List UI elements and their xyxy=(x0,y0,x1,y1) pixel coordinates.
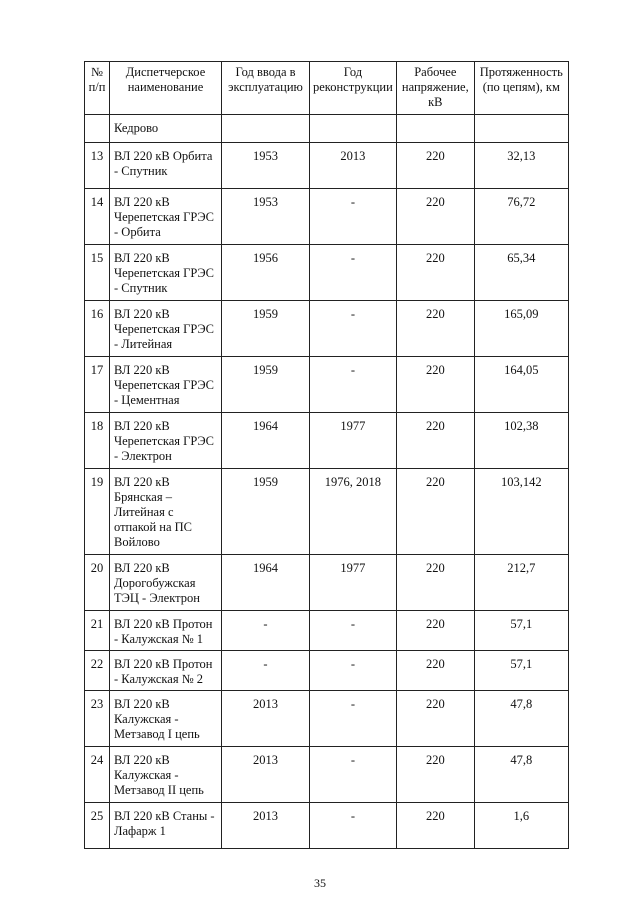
row-year-reconstruction: - xyxy=(310,691,397,747)
row-voltage: 220 xyxy=(396,691,474,747)
row-year-commissioned: 1964 xyxy=(222,413,310,469)
row-voltage: 220 xyxy=(396,301,474,357)
row-voltage: 220 xyxy=(396,651,474,691)
table-row xyxy=(85,245,569,301)
row-year-commissioned: 1959 xyxy=(222,469,310,555)
row-length: 57,1 xyxy=(474,611,568,651)
row-num: 23 xyxy=(85,691,110,747)
lines-table xyxy=(84,61,569,849)
row-num: 21 xyxy=(85,611,110,651)
header-num: № п/п xyxy=(85,62,110,115)
table-row xyxy=(85,803,569,849)
row-name: ВЛ 220 кВ Черепетская ГРЭС - Орбита xyxy=(110,189,222,245)
row-year-reconstruction: - xyxy=(310,189,397,245)
row-year-commissioned: 1953 xyxy=(222,189,310,245)
table-row xyxy=(85,469,569,555)
row-name: ВЛ 220 кВ Дорогобужская ТЭЦ - Электрон xyxy=(110,555,222,611)
row-voltage: 220 xyxy=(396,357,474,413)
row-name: ВЛ 220 кВ Брянская – Литейная с отпакой на ПС Войлово xyxy=(110,469,222,555)
table-row xyxy=(85,747,569,803)
row-name: ВЛ 220 кВ Станы - Лафарж 1 xyxy=(110,803,222,849)
section-empty-cell xyxy=(222,115,310,143)
row-num: 16 xyxy=(85,301,110,357)
row-voltage: 220 xyxy=(396,611,474,651)
row-num: 19 xyxy=(85,469,110,555)
row-year-commissioned: 1959 xyxy=(222,301,310,357)
row-length: 103,142 xyxy=(474,469,568,555)
row-year-reconstruction: - xyxy=(310,245,397,301)
row-length: 165,09 xyxy=(474,301,568,357)
table-row xyxy=(85,691,569,747)
row-num: 25 xyxy=(85,803,110,849)
section-num-cell xyxy=(85,115,110,143)
row-num: 20 xyxy=(85,555,110,611)
row-year-commissioned: 2013 xyxy=(222,691,310,747)
header-length: Протяженность (по цепям), км xyxy=(474,62,568,115)
row-voltage: 220 xyxy=(396,189,474,245)
row-length: 1,6 xyxy=(474,803,568,849)
row-length: 47,8 xyxy=(474,747,568,803)
row-year-commissioned: 1956 xyxy=(222,245,310,301)
row-voltage: 220 xyxy=(396,555,474,611)
row-name: ВЛ 220 кВ Черепетская ГРЭС - Цементная xyxy=(110,357,222,413)
row-length: 57,1 xyxy=(474,651,568,691)
section-name: Кедрово xyxy=(110,115,222,143)
row-year-reconstruction: 1976, 2018 xyxy=(310,469,397,555)
table-row xyxy=(85,357,569,413)
table-body xyxy=(85,115,569,849)
table-row xyxy=(85,413,569,469)
row-year-reconstruction: - xyxy=(310,803,397,849)
table-row xyxy=(85,611,569,651)
row-year-commissioned: 2013 xyxy=(222,747,310,803)
row-name: ВЛ 220 кВ Черепетская ГРЭС - Литейная xyxy=(110,301,222,357)
row-name: ВЛ 220 кВ Калужская - Метзавод II цепь xyxy=(110,747,222,803)
row-length: 65,34 xyxy=(474,245,568,301)
row-voltage: 220 xyxy=(396,469,474,555)
row-name: ВЛ 220 кВ Черепетская ГРЭС - Электрон xyxy=(110,413,222,469)
row-year-reconstruction: 2013 xyxy=(310,143,397,189)
row-name: ВЛ 220 кВ Протон - Калужская № 1 xyxy=(110,611,222,651)
header-voltage: Рабочее напряжение, кВ xyxy=(396,62,474,115)
row-num: 24 xyxy=(85,747,110,803)
row-year-reconstruction: - xyxy=(310,301,397,357)
row-voltage: 220 xyxy=(396,245,474,301)
table-row xyxy=(85,651,569,691)
row-year-commissioned: - xyxy=(222,611,310,651)
section-empty-cell xyxy=(310,115,397,143)
row-num: 17 xyxy=(85,357,110,413)
row-year-reconstruction: - xyxy=(310,651,397,691)
header-year-commissioned: Год ввода в эксплуатацию xyxy=(222,62,310,115)
row-year-commissioned: 1959 xyxy=(222,357,310,413)
row-year-commissioned: 1964 xyxy=(222,555,310,611)
row-length: 32,13 xyxy=(474,143,568,189)
row-num: 18 xyxy=(85,413,110,469)
section-empty-cell xyxy=(474,115,568,143)
row-num: 22 xyxy=(85,651,110,691)
row-year-commissioned: - xyxy=(222,651,310,691)
section-row xyxy=(85,115,569,143)
row-voltage: 220 xyxy=(396,413,474,469)
row-length: 76,72 xyxy=(474,189,568,245)
row-voltage: 220 xyxy=(396,143,474,189)
row-year-reconstruction: - xyxy=(310,357,397,413)
row-year-commissioned: 1953 xyxy=(222,143,310,189)
row-length: 102,38 xyxy=(474,413,568,469)
row-name: ВЛ 220 кВ Калужская - Метзавод I цепь xyxy=(110,691,222,747)
row-num: 13 xyxy=(85,143,110,189)
row-num: 14 xyxy=(85,189,110,245)
row-num: 15 xyxy=(85,245,110,301)
header-year-reconstruction: Год реконструкции xyxy=(310,62,397,115)
table-header xyxy=(85,62,569,115)
table-row xyxy=(85,555,569,611)
row-year-reconstruction: - xyxy=(310,747,397,803)
table-row xyxy=(85,189,569,245)
row-name: ВЛ 220 кВ Орбита - Спутник xyxy=(110,143,222,189)
row-year-commissioned: 2013 xyxy=(222,803,310,849)
table-row xyxy=(85,301,569,357)
page-number: 35 xyxy=(314,876,326,890)
header-name: Диспетчерское наименование xyxy=(110,62,222,115)
row-year-reconstruction: 1977 xyxy=(310,555,397,611)
row-voltage: 220 xyxy=(396,747,474,803)
row-length: 164,05 xyxy=(474,357,568,413)
row-name: ВЛ 220 кВ Черепетская ГРЭС - Спутник xyxy=(110,245,222,301)
row-length: 47,8 xyxy=(474,691,568,747)
row-year-reconstruction: 1977 xyxy=(310,413,397,469)
section-empty-cell xyxy=(396,115,474,143)
row-voltage: 220 xyxy=(396,803,474,849)
table-row xyxy=(85,143,569,189)
row-year-reconstruction: - xyxy=(310,611,397,651)
row-length: 212,7 xyxy=(474,555,568,611)
row-name: ВЛ 220 кВ Протон - Калужская № 2 xyxy=(110,651,222,691)
